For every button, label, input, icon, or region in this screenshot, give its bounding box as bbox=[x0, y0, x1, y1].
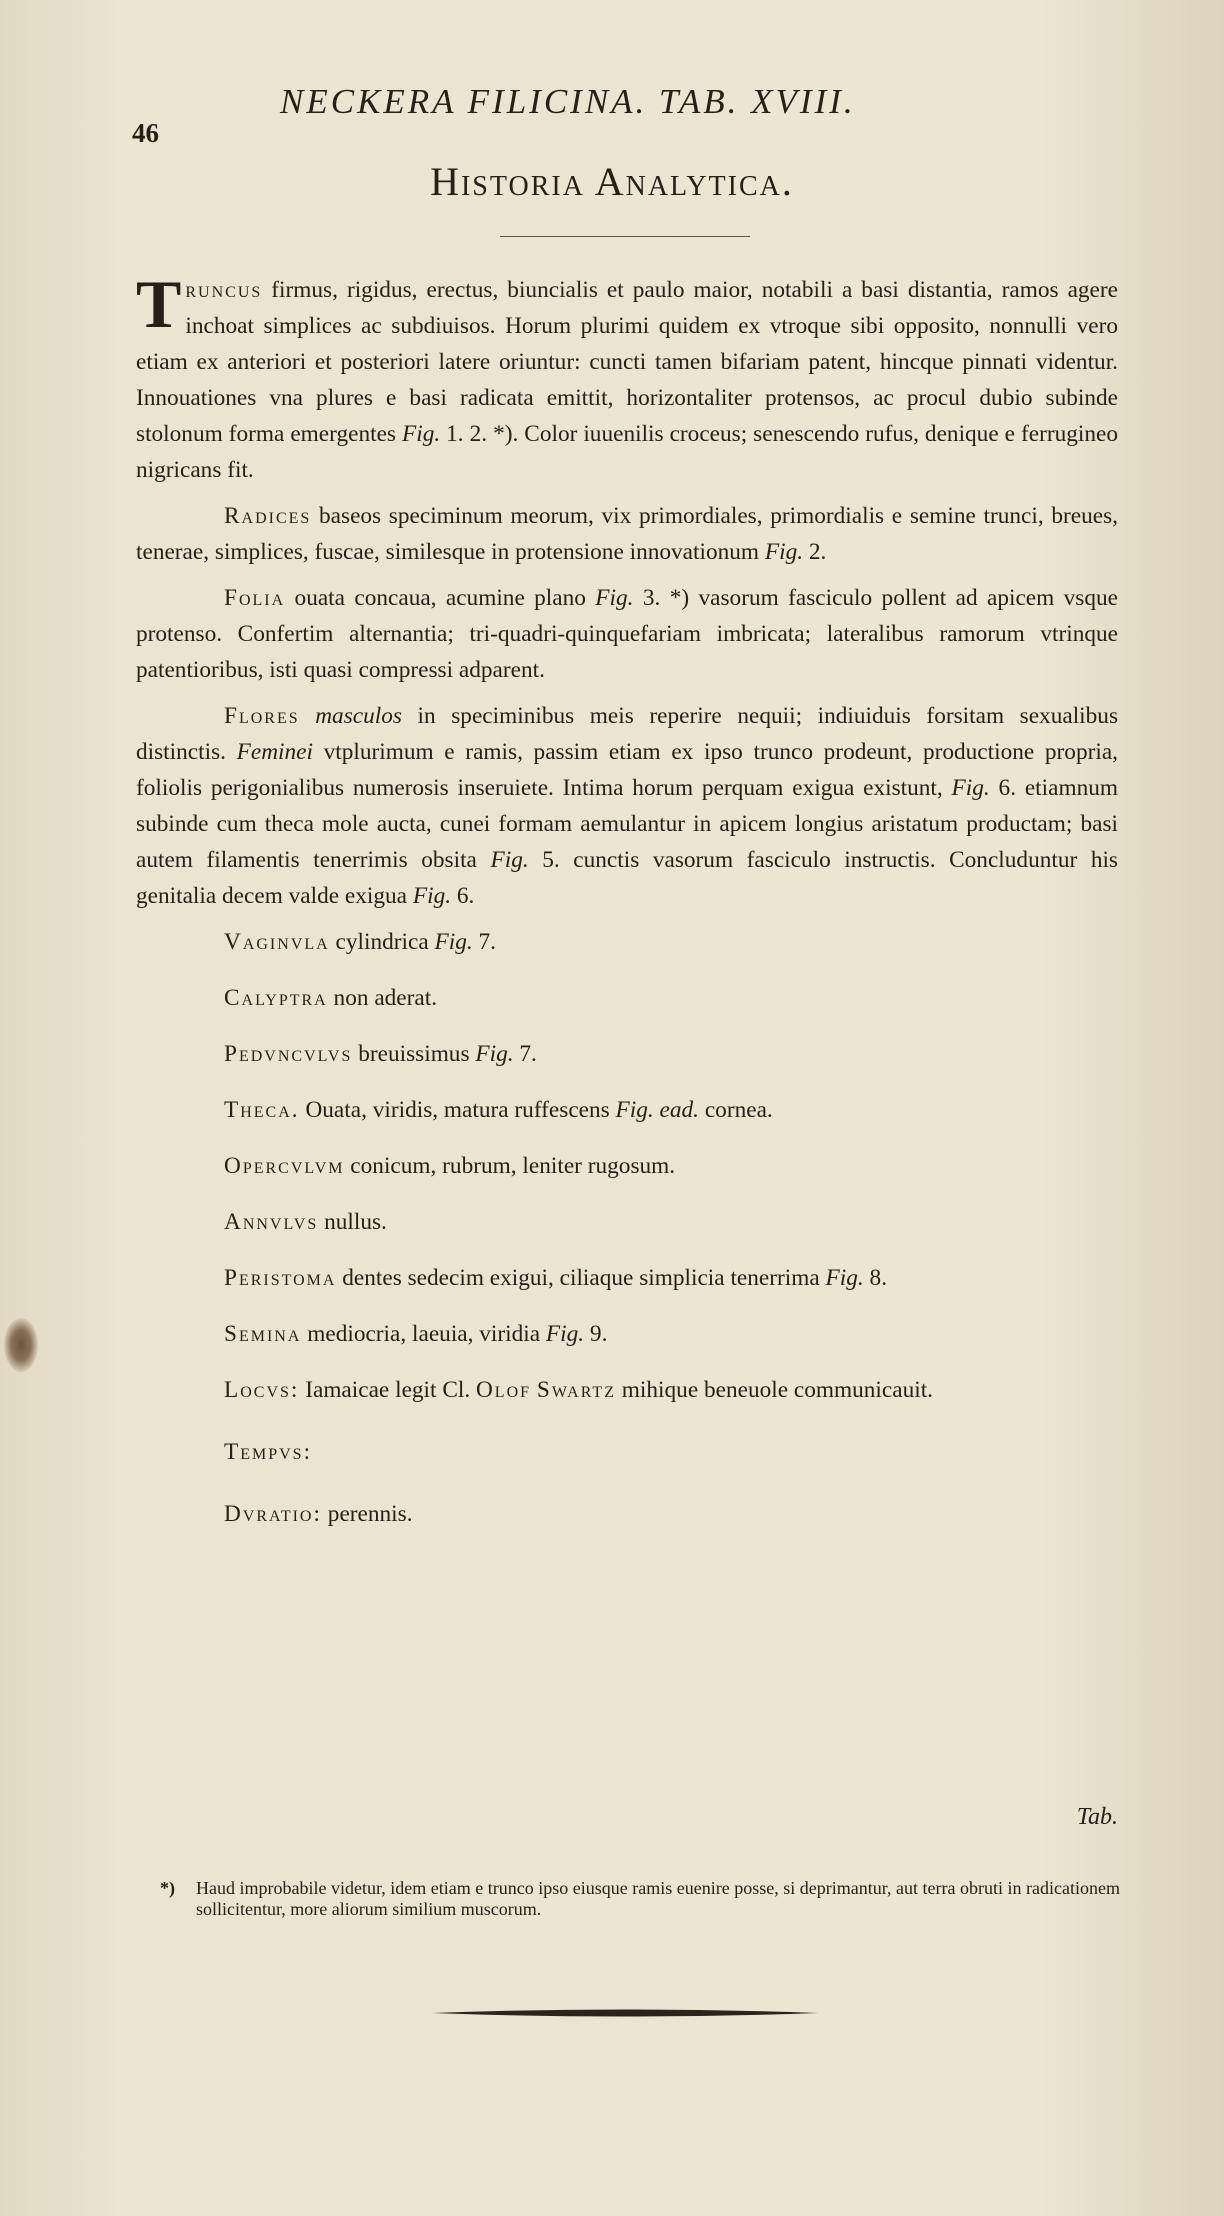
page-number: 46 bbox=[132, 118, 159, 148]
line-calyptra bbox=[136, 980, 1118, 1016]
term-semina: Semina bbox=[224, 1321, 302, 1347]
paragraph-radices bbox=[136, 498, 1118, 570]
running-head: NECKERA FILICINA. TAB. XVIII. bbox=[280, 82, 856, 121]
line-pedunculus bbox=[136, 1036, 1118, 1072]
paragraph-truncus bbox=[136, 266, 1119, 488]
truncus-text: firmus, rigidus, erectus, biuncialis et paulo maior, notabili a basi distantia, ramos agere inchoat simplices ac subdiuisos. Horum plurimi quidem ex vtroque sibi opposito, nonnulli vero etiam ex anteriori et posteriori latere oriuntur: cuncti tamen bifariam patent, hincque pinnati videntur. Innouationes vna plures e basi radicata emittit, horizontaliter protensos, ac procul dubio subinde stolonum forma emergentes bbox=[136, 277, 1118, 447]
collector-surname: Swartz bbox=[536, 1377, 616, 1403]
fig-ref: Fig. bbox=[545, 1321, 585, 1347]
line-operculum bbox=[136, 1148, 1118, 1184]
pedunculus-text: breuissimus bbox=[352, 1041, 476, 1067]
line-theca bbox=[136, 1092, 1118, 1128]
folia-text-end: 3. *) vasorum fasciculo pollent ad apicem vsque protenso. Confertim alternantia; tri-quadri-quinquefariam imbricata; lateralibus ramorum vtrinque patentioribus, isti quasi compressi adparent. bbox=[136, 585, 1118, 683]
folia-text: ouata concaua, acumine plano bbox=[285, 585, 596, 611]
fig-ref: Fig. bbox=[401, 421, 441, 447]
term-truncus: runcus bbox=[185, 277, 263, 303]
fig-ref: Fig. bbox=[412, 883, 452, 909]
paragraph-locus bbox=[136, 1372, 1118, 1408]
line-annulus bbox=[136, 1204, 1118, 1240]
vaginula-text-end: 7. bbox=[472, 929, 496, 955]
fig-ref: Fig. bbox=[951, 775, 990, 801]
flores-text-1: in speciminibus meis reperire nequii; indiuiduis forsitam sexualibus distinctis. bbox=[136, 703, 1119, 765]
paragraph-folia bbox=[136, 580, 1118, 688]
pedunculus-text-end: 7. bbox=[513, 1041, 537, 1067]
term-theca: Theca. bbox=[224, 1097, 300, 1123]
fig-ref: Fig. bbox=[490, 847, 529, 873]
title-rule bbox=[500, 236, 750, 237]
flores-text-5: 6. bbox=[451, 883, 475, 909]
drop-cap: T bbox=[136, 266, 182, 342]
term-locus: Locvs: bbox=[224, 1377, 300, 1403]
body-text bbox=[136, 266, 1119, 1552]
flores-text-2: vtplurimum e ramis, passim etiam ex ipso trunco prodeunt, productione propria, foliolis perigonialibus numerosis inseruiete. Intima horum perquam exigua existunt, bbox=[136, 739, 1118, 801]
duratio-text: perennis. bbox=[321, 1501, 413, 1527]
locus-text-2: mihique beneuole communicauit. bbox=[615, 1377, 933, 1403]
footnote-marker: *) bbox=[160, 1878, 175, 1898]
theca-text: Ouata, viridis, matura ruffescens bbox=[299, 1097, 616, 1123]
calyptra-text: non aderat. bbox=[327, 985, 438, 1011]
radices-text: baseos speciminum meorum, vix primordiales, primordialis e semine trunci, breues, tenerae, simplices, fuscae, similesque in protensione innovationum bbox=[136, 503, 1118, 565]
term-annulus: Annvlvs bbox=[224, 1209, 319, 1235]
term-peristoma: Peristoma bbox=[224, 1265, 337, 1291]
flores-masculos: masculos bbox=[299, 703, 402, 729]
line-duratio bbox=[136, 1496, 1118, 1532]
term-radices: Radices bbox=[224, 503, 312, 529]
term-operculum: Opercvlvm bbox=[224, 1153, 345, 1179]
peristoma-text-end: 8. bbox=[863, 1265, 888, 1291]
line-tempus bbox=[136, 1434, 1118, 1470]
page-stain bbox=[4, 1318, 38, 1372]
term-folia: Folia bbox=[224, 585, 286, 611]
fig-ref: Fig. bbox=[764, 539, 804, 565]
footnote bbox=[160, 1878, 1120, 1920]
catchword: Tab. bbox=[1076, 1804, 1118, 1830]
term-calyptra: Calyptra bbox=[224, 985, 328, 1011]
fig-ref: Fig. bbox=[434, 929, 473, 955]
fig-ref: Fig. ead. bbox=[615, 1097, 700, 1123]
line-peristoma bbox=[136, 1260, 1118, 1296]
truncus-text-end: 1. 2. *). Color iuuenilis croceus; senescendo rufus, denique e ferrugineo nigricans fit. bbox=[136, 421, 1119, 483]
footnote-text: Haud improbabile videtur, idem etiam e trunco ipso eiusque ramis euenire posse, si deprimantur, aut terra obruti in radicationem sollicitentur, more aliorum similium muscorum. bbox=[196, 1878, 1120, 1919]
locus-text-1: Iamaicae legit Cl. bbox=[299, 1377, 476, 1403]
collector-first-name: Olof bbox=[475, 1377, 532, 1403]
fig-ref: Fig. bbox=[825, 1265, 864, 1291]
annulus-text: nullus. bbox=[318, 1209, 387, 1235]
term-duratio: Dvratio: bbox=[224, 1501, 322, 1527]
radices-text-end: 2. bbox=[803, 539, 827, 565]
flores-feminei: Feminei bbox=[236, 739, 313, 765]
vaginula-text: cylindrica bbox=[329, 929, 435, 955]
line-vaginula bbox=[136, 924, 1118, 960]
fig-ref: Fig. bbox=[475, 1041, 514, 1067]
ornamental-rule bbox=[430, 2006, 820, 2020]
semina-text-end: 9. bbox=[584, 1321, 608, 1347]
term-flores: Flores bbox=[224, 703, 300, 729]
semina-text: mediocria, laeuia, viridia bbox=[301, 1321, 546, 1347]
page-title: Historia Analytica. bbox=[430, 159, 794, 204]
peristoma-text: dentes sedecim exigui, ciliaque simplicia tenerrima bbox=[336, 1265, 826, 1291]
theca-text-end: cornea. bbox=[699, 1097, 773, 1123]
fig-ref: Fig. bbox=[595, 585, 634, 611]
line-semina bbox=[136, 1316, 1118, 1352]
term-tempus: Tempvs: bbox=[224, 1439, 313, 1465]
paragraph-flores bbox=[136, 698, 1118, 914]
flores-text-4: 5. cunctis vasorum fasciculo instructis. Concluduntur his genitalia decem valde exigua bbox=[136, 847, 1119, 909]
term-vaginula: Vaginvla bbox=[224, 929, 330, 955]
operculum-text: conicum, rubrum, leniter rugosum. bbox=[344, 1153, 676, 1179]
term-pedunculus: Pedvncvlvs bbox=[224, 1041, 353, 1067]
flores-text-3: 6. etiamnum subinde cum theca mole aucta, cunei formam aemulantur in apicem longius aristatum productam; basi autem filamentis tenerrimis obsita bbox=[136, 775, 1118, 873]
